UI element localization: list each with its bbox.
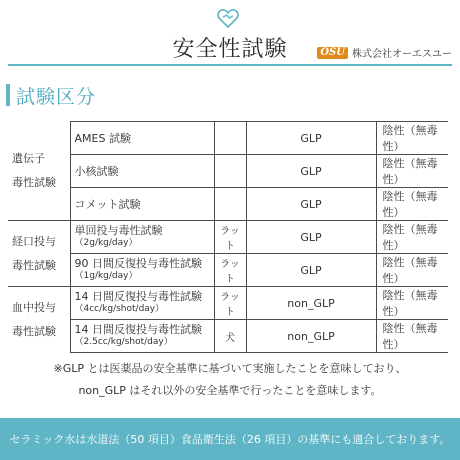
result-cell: 陰性（無毒性） <box>376 122 448 155</box>
grade-cell: non_GLP <box>246 320 376 353</box>
grade-cell: non_GLP <box>246 287 376 320</box>
result-cell: 陰性（無毒性） <box>376 287 448 320</box>
test-name: 14 日間反復投与毒性試験 <box>74 323 202 336</box>
animal-cell: 犬 <box>214 320 246 353</box>
test-name: 14 日間反復投与毒性試験 <box>74 290 202 303</box>
section-accent-bar <box>6 84 10 106</box>
test-name: 小核試験 <box>74 164 119 178</box>
brand <box>317 45 452 60</box>
animal-cell <box>214 122 246 155</box>
table-row <box>8 320 448 353</box>
test-dose: （1g/kg/day） <box>74 271 138 281</box>
group-label <box>8 122 70 221</box>
test-dose: （2.5cc/kg/shot/day） <box>74 337 173 347</box>
table-row <box>8 188 448 221</box>
test-name: 90 日間反復投与毒性試験 <box>74 257 202 270</box>
table-row <box>8 287 448 320</box>
group-label-line: 血中投与 <box>12 300 56 314</box>
note-line-2: non_GLP はそれ以外の安全基準で行ったことを意味します。 <box>78 384 382 397</box>
test-name-cell <box>70 188 214 221</box>
test-name-cell <box>70 122 214 155</box>
animal-cell: ラット <box>214 254 246 287</box>
group-label-line: 毒性試験 <box>12 258 56 272</box>
animal-cell <box>214 155 246 188</box>
group-label-line: 毒性試験 <box>12 324 56 338</box>
result-cell: 陰性（無毒性） <box>376 155 448 188</box>
test-dose: （2g/kg/day） <box>74 238 138 248</box>
note-line-1: ※GLP とは医薬品の安全基準に基づいて実施したことを意味しており、 <box>53 362 407 375</box>
test-name: AMES 試験 <box>74 131 131 145</box>
test-name-cell <box>70 221 214 254</box>
group-label-line: 毒性試験 <box>12 175 56 189</box>
table-row <box>8 122 448 155</box>
animal-cell: ラット <box>214 287 246 320</box>
results-table <box>8 121 448 353</box>
group-label <box>8 221 70 287</box>
test-name-cell <box>70 287 214 320</box>
result-cell: 陰性（無毒性） <box>376 221 448 254</box>
result-cell: 陰性（無毒性） <box>376 320 448 353</box>
test-dose: （4cc/kg/shot/day） <box>74 304 165 314</box>
table-row <box>8 155 448 188</box>
page-title: 安全性試験 <box>172 37 288 62</box>
grade-cell: GLP <box>246 254 376 287</box>
handshake-icon <box>216 6 240 30</box>
header-divider <box>8 64 452 66</box>
table-row <box>8 221 448 254</box>
test-name-cell <box>70 155 214 188</box>
test-name-cell <box>70 320 214 353</box>
group-label-line: 遺伝子 <box>12 151 45 165</box>
animal-cell <box>214 188 246 221</box>
brand-logo: OSU <box>317 47 348 59</box>
grade-cell: GLP <box>246 122 376 155</box>
result-cell: 陰性（無毒性） <box>376 188 448 221</box>
footer-text: セラミック水は水道法（50 項目）食品衛生法（26 項目）の基準にも適合しております。 <box>9 433 451 446</box>
test-name: コメット試験 <box>74 197 141 211</box>
group-label-line: 経口投与 <box>12 234 56 248</box>
group-label <box>8 287 70 353</box>
grade-cell: GLP <box>246 221 376 254</box>
test-name-cell <box>70 254 214 287</box>
footer-banner <box>0 418 460 460</box>
animal-cell: ラット <box>214 221 246 254</box>
brand-name: 株式会社オーエスユー <box>352 49 452 60</box>
grade-cell: GLP <box>246 155 376 188</box>
table-row <box>8 254 448 287</box>
section-title: 試験区分 <box>16 86 97 108</box>
test-name: 単回投与毒性試験 <box>74 224 163 237</box>
grade-cell: GLP <box>246 188 376 221</box>
result-cell: 陰性（無毒性） <box>376 254 448 287</box>
